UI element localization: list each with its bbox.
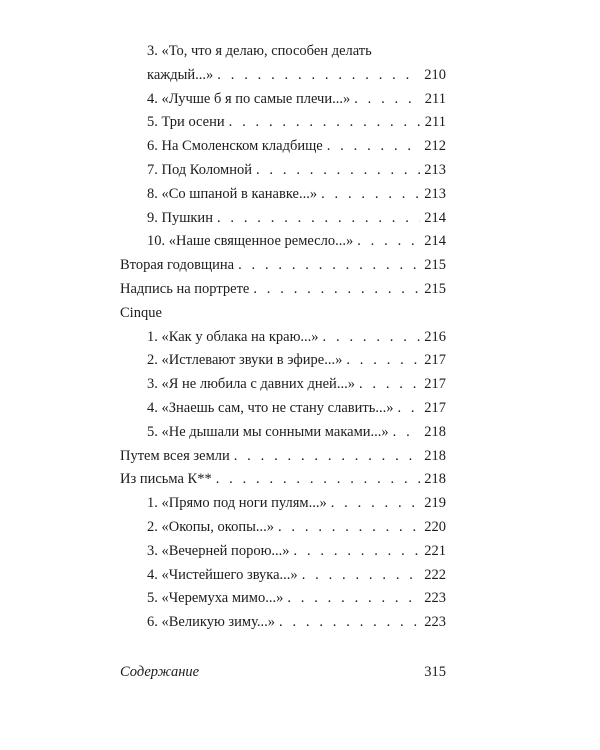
toc-page-number: 212	[424, 138, 446, 155]
toc-entry	[120, 302, 446, 326]
dot-leader	[331, 492, 421, 516]
page-number: 315	[424, 664, 446, 680]
toc-page-number: 215	[424, 257, 446, 274]
toc-entry-line	[147, 587, 446, 611]
toc-page-number: 216	[424, 328, 446, 345]
toc-entry-title: 1. «Как у облака на краю...»	[147, 328, 319, 345]
dot-leader	[357, 230, 420, 254]
toc-page-number: 213	[424, 161, 446, 178]
page-footer	[120, 664, 446, 681]
toc-subentry	[120, 111, 446, 135]
dot-leader	[217, 64, 420, 88]
table-of-contents	[120, 40, 446, 635]
toc-subentry	[120, 540, 446, 564]
toc-entry-title: 4. «Лучше б я по самые плечи...»	[147, 90, 351, 107]
toc-entry-title: Вторая годовщина	[120, 257, 235, 274]
toc-entry-title: 6. На Смоленском кладбище	[147, 138, 323, 155]
toc-entry-line	[147, 564, 446, 588]
dot-leader	[256, 159, 420, 183]
toc-entry-title: 2. «Окопы, окопы...»	[147, 518, 274, 535]
toc-entry-title: Из письма К**	[120, 471, 212, 488]
toc-entry	[120, 468, 446, 492]
toc-subentry	[120, 492, 446, 516]
toc-page-number: 218	[424, 447, 446, 464]
toc-entry-title: 9. Пушкин	[147, 209, 213, 226]
running-title: Содержание	[120, 664, 200, 680]
dot-leader	[217, 207, 420, 231]
toc-entry-title: 5. «Не дышали мы сонными маками...»	[147, 423, 389, 440]
toc-entry-title: 3. «То, что я делаю, способен делать	[147, 43, 372, 59]
toc-page-number: 210	[424, 66, 446, 83]
toc-page-number: 211	[424, 90, 446, 107]
toc-entry-title: 4. «Знаешь сам, что не стану славить...»	[147, 399, 394, 416]
toc-entry-title: Cinque	[120, 304, 162, 321]
toc-subentry	[120, 421, 446, 445]
toc-subentry	[120, 587, 446, 611]
toc-subentry	[120, 40, 446, 88]
toc-page-number: 211	[424, 114, 446, 131]
toc-entry-title: Путем всея земли	[120, 447, 230, 464]
toc-entry-line	[147, 326, 446, 350]
dot-leader	[327, 135, 421, 159]
toc-page-number: 223	[424, 590, 446, 607]
toc-page-number: 213	[424, 185, 446, 202]
toc-entry-line	[147, 64, 446, 88]
toc-page-number: 214	[424, 209, 446, 226]
toc-page-number: 218	[424, 471, 446, 488]
toc-entry-title: 6. «Великую зиму...»	[147, 614, 275, 631]
dot-leader	[397, 397, 420, 421]
dot-leader	[321, 183, 420, 207]
toc-entry-line	[147, 611, 446, 635]
toc-entry-line	[147, 183, 446, 207]
toc-page-number: 217	[424, 352, 446, 369]
toc-entry-title: каждый...»	[147, 66, 214, 83]
toc-subentry	[120, 564, 446, 588]
toc-entry-line	[147, 207, 446, 231]
toc-page-number: 217	[424, 399, 446, 416]
toc-page-number: 217	[424, 376, 446, 393]
dot-leader	[354, 88, 421, 112]
toc-entry-title: 8. «Со шпаной в канавке...»	[147, 185, 318, 202]
toc-entry-line	[147, 230, 446, 254]
toc-entry-title: 10. «Наше священное ремесло...»	[147, 233, 354, 250]
dot-leader	[216, 468, 421, 492]
toc-entry	[120, 278, 446, 302]
toc-entry-title: 3. «Вечерней порою...»	[147, 542, 290, 559]
toc-entry-line	[120, 468, 446, 492]
toc-entry-line	[147, 88, 446, 112]
toc-entry-line	[147, 111, 446, 135]
toc-entry-line	[120, 254, 446, 278]
toc-entry-line	[147, 135, 446, 159]
dot-leader	[346, 349, 420, 373]
toc-subentry	[120, 183, 446, 207]
toc-entry-title: 5. «Черемуха мимо...»	[147, 590, 284, 607]
toc-entry-line	[147, 492, 446, 516]
toc-entry-line	[147, 516, 446, 540]
toc-subentry	[120, 88, 446, 112]
dot-leader	[393, 421, 421, 445]
toc-entry-title: 3. «Я не любила с давних дней...»	[147, 376, 355, 393]
toc-page-number: 223	[424, 614, 446, 631]
toc-entry-line	[147, 159, 446, 183]
dot-leader	[287, 587, 420, 611]
toc-entry-title: 7. Под Коломной	[147, 161, 252, 178]
toc-page-number: 218	[424, 423, 446, 440]
toc-entry-line	[147, 349, 446, 373]
dot-leader	[238, 254, 420, 278]
toc-subentry	[120, 159, 446, 183]
toc-page-number: 222	[424, 566, 446, 583]
toc-entry-line	[147, 421, 446, 445]
toc-entry	[120, 254, 446, 278]
toc-subentry	[120, 135, 446, 159]
dot-leader	[323, 326, 421, 350]
dot-leader	[253, 278, 420, 302]
toc-page-number: 215	[424, 280, 446, 297]
toc-entry-line	[120, 445, 446, 469]
toc-entry-title: 1. «Прямо под ноги пулям...»	[147, 495, 327, 512]
toc-page-number: 219	[424, 495, 446, 512]
toc-entry-line	[147, 373, 446, 397]
toc-entry	[120, 445, 446, 469]
toc-subentry	[120, 326, 446, 350]
toc-subentry	[120, 230, 446, 254]
toc-entry-title: Надпись на портрете	[120, 280, 250, 297]
toc-subentry	[120, 516, 446, 540]
toc-page-number: 220	[424, 518, 446, 535]
toc-subentry	[120, 611, 446, 635]
dot-leader	[294, 540, 421, 564]
toc-entry-line	[147, 40, 446, 64]
toc-page-number: 214	[424, 233, 446, 250]
toc-subentry	[120, 397, 446, 421]
toc-entry-line	[120, 278, 446, 302]
toc-subentry	[120, 207, 446, 231]
toc-entry-title: 4. «Чистейшего звука...»	[147, 566, 298, 583]
toc-entry-title: 2. «Истлевают звуки в эфире...»	[147, 352, 343, 369]
toc-entry-line	[147, 540, 446, 564]
toc-page-number: 221	[424, 542, 446, 559]
dot-leader	[359, 373, 420, 397]
toc-subentry	[120, 373, 446, 397]
toc-entry-line	[120, 302, 446, 326]
dot-leader	[302, 564, 421, 588]
dot-leader	[279, 611, 420, 635]
toc-entry-title: 5. Три осени	[147, 114, 225, 131]
dot-leader	[234, 445, 421, 469]
toc-subentry	[120, 349, 446, 373]
toc-entry-line	[147, 397, 446, 421]
dot-leader	[229, 111, 421, 135]
dot-leader	[278, 516, 420, 540]
